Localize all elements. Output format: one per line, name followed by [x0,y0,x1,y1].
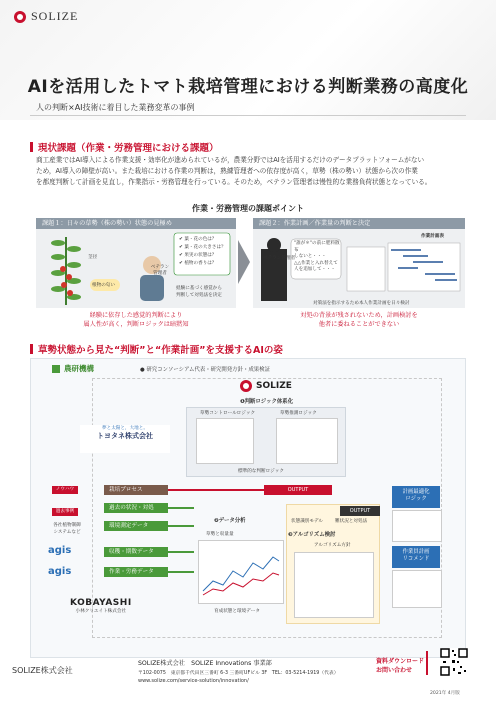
know-tag: ノウハウ [52,486,78,494]
flow-line [168,489,264,491]
section1-heading-text: 現状課題（作業・労務管理における課題） [38,143,219,154]
contact-link[interactable]: お問い合わせ [376,667,413,674]
solize-mark-icon [240,380,252,392]
paragraph-line: ため，AI導入の障壁が高い。また栽培における作業の判断は，熟練管理者への依存度が高く，草勢（株の勢い）状態から次の作業 [36,167,418,175]
issue1-note: 経験に依存した感覚的判断により 属人性が高く，判断ロジックは暗黙知 [83,312,189,328]
nouken-name: 農研機構 [64,364,94,373]
plan-logic: 計画最適化 ロジック [392,486,440,508]
stem-label: 茎径 [88,255,98,260]
line-chart-icon [199,541,283,603]
toyotane-logo [80,425,170,453]
manager-label: ベテラン管理者 [263,256,296,261]
footer-address: 〒102-0075 東京都千代田区三番町 6-3 三番町UFビル 3F TEL：03-5214-1919（代表） [138,671,339,676]
past-tag: 過去事例 [52,508,78,516]
data-chart [198,540,284,604]
page-title: AIを活用したトマト栽培管理における判断業務の高度化 [27,77,469,97]
section2-heading-text: 草勢状態から見た“判断”と“作業計画”を支援するAIの姿 [38,345,283,356]
logic-c: 標準的な判断ロジック [238,469,284,474]
algo-a: 状態識別モデル [291,519,323,524]
download-link[interactable]: 資料ダウンロード [376,658,425,665]
output-tag-1: OUTPUT [264,485,332,495]
issue2-panel [253,218,465,308]
footer-date: 2021年 4月版 [430,691,460,696]
row-past: 過去の状況・対処 [104,503,168,513]
row-harvest: 収穫・期数データ [104,547,168,557]
check-item: ✔ 果実の状態は？ [179,253,217,258]
logic-b-chart [276,418,338,464]
qr-code-graphic [440,648,468,676]
agis-logo-2: agis [48,566,72,577]
heading-bar-icon [30,142,33,152]
toyotane-name: トヨタネ株式会社 [97,432,153,440]
veteran-label: ベテラン 管理者 [150,265,170,276]
solize-mark [240,380,292,392]
recommend-table [392,570,442,608]
issue2-note: 対処の背景が残されないため，計画検討を 他者に委ねることができない [300,312,418,328]
logic-title: ❶判断ロジック体系化 [240,399,294,405]
issue2-head: 課題２：作業計画／作業量の判断と決定 [253,218,465,229]
leaf-icon [52,365,60,373]
schedule-title: 作業計画表 [421,234,444,239]
qr-code-icon[interactable] [440,648,468,676]
data-a: 草勢と収量量 [206,532,234,537]
data-title: ❷データ分析 [214,518,246,524]
check-item-text: 果実の状態は？ [184,253,217,258]
kobayashi-sub: 小林クリエイト株式会社 [75,609,127,614]
paragraph-line: を都度判断して計画を見直し，作業指示・労務管理を行っている。そのため，ベテラン管理者は慢性的な業務負荷状態となっている。 [36,178,432,186]
row-process: 栽培プロセス [104,485,168,495]
check-item: ✔ 葉・花の大きさは？ [179,245,226,250]
algo-b: 難状況と対処法 [335,519,368,524]
logic-b: 草勢推測ロジック [280,411,317,416]
kobayashi-name: KOBAYASHI [70,598,132,608]
schedule-illustration [253,229,465,308]
flow-line [168,551,194,553]
section2-heading [30,342,283,356]
algo-c: アルゴリズム方針 [314,543,351,548]
page-subtitle: 人の判断×AI技術に着目した業務変革の事例 [30,100,466,116]
kobayashi-logo [70,598,132,614]
section1-heading [30,140,219,154]
algo-diagram [294,552,374,618]
nouken-logo [52,363,94,374]
row-labor: 作業・労務データ [104,567,168,577]
check-item-text: 植物の香りは？ [184,261,217,266]
flow-line [168,571,194,573]
check-list [179,236,226,268]
solize-name: SOLIZE [256,381,292,391]
issue1-head: 課題１：日々の草勢（株の勢い）状態の見極め [36,218,236,229]
arrow-right-icon [238,240,250,284]
divider [426,651,428,675]
output-tag-2: OUTPUT [340,506,380,516]
footer-url[interactable]: www.solize.com/service-solution/innovation/ [138,678,249,684]
logo-text: SOLIZE [31,9,79,23]
check-item: ✔ 葉・花の色は？ [179,237,217,242]
diagram-title: 作業・労務管理の課題ポイント [192,204,304,213]
flow-line [168,525,194,527]
plan-recommend: 作業員計画 リコメンド [392,546,440,568]
brand-logo [14,9,78,24]
plan-chart [392,510,442,542]
heading-bar-icon [30,344,33,354]
data-b: 育成状態と環境データ [214,609,260,614]
consortium-text: ● 研究コンソーシアム代表・研究開発方針・成果検証 [140,367,270,373]
paragraph-line: 商工産業ではAI導入による作業支援・効率化が進められているが，農業分野ではAIを活用するだけのデータプラットフォームがない [36,156,425,164]
row-env: 環境測定データ [104,521,168,531]
section1-paragraph [36,155,466,188]
footer-company: SOLIZE株式会社 SOLIZE Innovations 事業部 [138,660,272,667]
logic-a-chart [196,418,254,464]
judge-text: 経験に基づく感覚から 判断して対処法を決定 [176,286,222,298]
solize-mark-icon [14,11,26,23]
check-item-text: 葉・花の大きさは？ [184,245,226,250]
speech-bubble: "誰が＊"の前に肥料散布 しないと・・・ △△作業と入れ替えて 人を追加して・・・ [294,241,340,272]
check-item-text: 葉・花の色は？ [184,237,217,242]
issue1-panel [36,218,236,308]
check-item: ✔ 植物の香りは？ [179,261,217,266]
invisible-label: 根物の匂い [92,283,115,288]
farm-sys: 各社植物制御 システムなど [53,523,81,535]
agis-logo-1: agis [48,545,72,556]
footer-company-logo: SOLIZE株式会社 [12,666,73,675]
flow-line [168,507,194,509]
toyotane-tag: 夢と太陽と，大地と。 [102,426,148,431]
schedule-note: 対策法を指示するため本人作業計画を日々検討 [313,301,410,306]
logic-a: 草勢コントロールロジック [200,411,256,416]
algo-title: ❸アルゴリズム検討 [288,532,336,538]
